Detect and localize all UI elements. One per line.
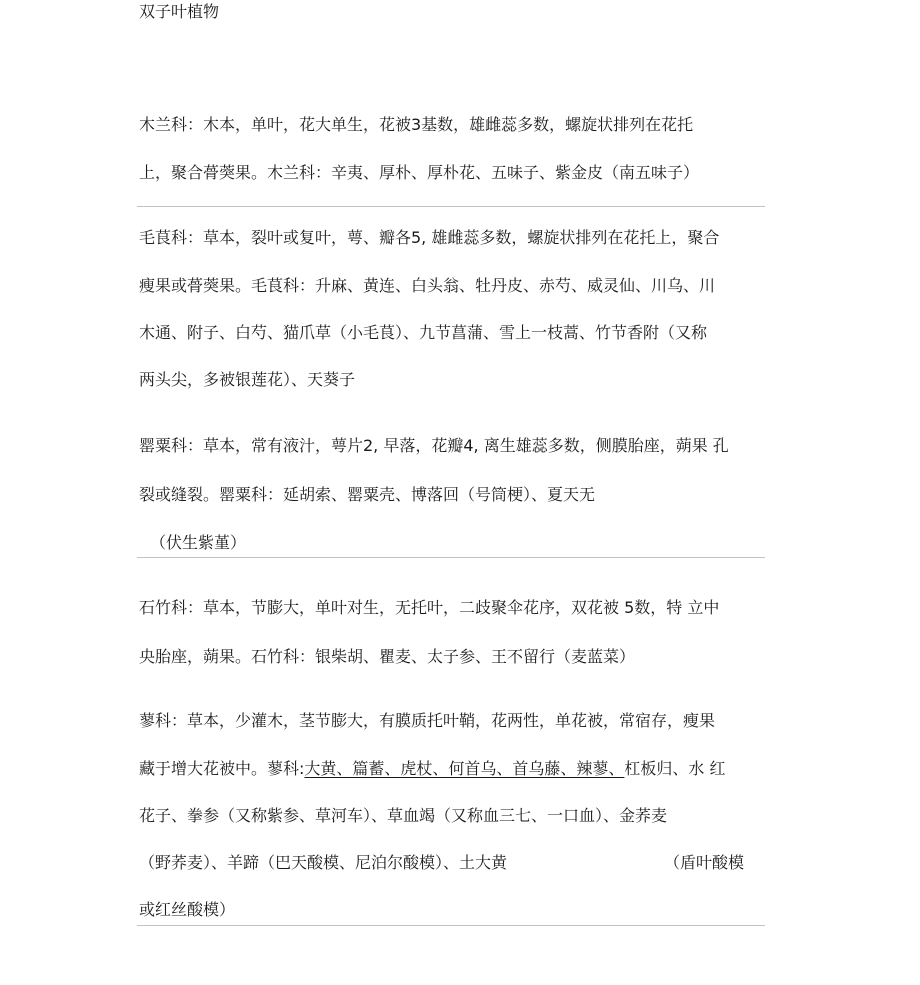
polygonaceae-line-4-left: （野荞麦）、羊蹄（巴天酸模、尼泊尔酸模）、土大黄 — [139, 853, 508, 872]
polygonaceae-underlined-herbs: 大黄、篇蓄、虎杖、何首乌、首乌藤、辣蓼、 — [304, 759, 625, 778]
magnoliaceae-line-2: 上，聚合蓇葖果。木兰科：辛夷、厚朴、厚朴花、五味子、紫金皮（南五味子） — [139, 163, 700, 182]
polygonaceae-line-3: 花子、拳参（又称紫参、草河车）、草血竭（又称血三七、一口血）、金荞麦 — [139, 806, 668, 825]
ranunculaceae-line-1: 毛茛科：草本，裂叶或复叶，萼、瓣各5, 雄雌蕊多数，螺旋状排列在花托上，聚合 — [139, 228, 720, 247]
polygonaceae-line-1: 蓼科：草本，少灌木，茎节膨大，有膜质托叶鞘，花两性，单花被，常宿存，瘦果 — [139, 711, 716, 730]
ranunculaceae-line-2: 瘦果或蓇葖果。毛茛科：升麻、黄连、白头翁、牡丹皮、赤芍、威灵仙、川乌、川 — [139, 276, 716, 295]
polygonaceae-line-2 — [139, 759, 726, 779]
papaveraceae-line-3: （伏生紫堇） — [150, 533, 247, 552]
polygonaceae-line-5: 或红丝酸模） — [139, 900, 236, 919]
section-divider — [137, 206, 765, 207]
magnoliaceae-line-1: 木兰科：木本，单叶，花大单生，花被3基数，雄雌蕊多数，螺旋状排列在花托 — [139, 115, 694, 134]
papaveraceae-line-2: 裂或缝裂。罂粟科：延胡索、罂粟壳、博落回（号筒梗）、夏天无 — [139, 485, 596, 504]
caryophyllaceae-line-1: 石竹科：草本，节膨大，单叶对生，无托叶，二歧聚伞花序，双花被 5数，特 立中 — [139, 598, 720, 617]
polygonaceae-line-2-suffix: 杠板归、水 红 — [624, 759, 726, 778]
caryophyllaceae-line-2: 央胎座，蒴果。石竹科：银柴胡、瞿麦、太子参、王不留行（麦蓝菜） — [139, 647, 636, 666]
section-divider — [137, 925, 765, 926]
ranunculaceae-line-4: 两头尖，多被银莲花）、天葵子 — [139, 370, 356, 389]
papaveraceae-line-1: 罂粟科：草本，常有液汁，萼片2, 早落，花瓣4, 离生雄蕊多数，侧膜胎座，蒴果 孔 — [139, 436, 729, 455]
section-divider — [137, 557, 765, 558]
ranunculaceae-line-3: 木通、附子、白芍、猫爪草（小毛茛）、九节菖蒲、雪上一枝蒿、竹节香附（又称 — [139, 323, 708, 342]
page-heading: 双子叶植物 — [139, 2, 220, 21]
polygonaceae-line-2-prefix: 藏于增大花被中。蓼科: — [139, 759, 305, 778]
polygonaceae-line-4-right: （盾叶酸模 — [664, 853, 745, 872]
